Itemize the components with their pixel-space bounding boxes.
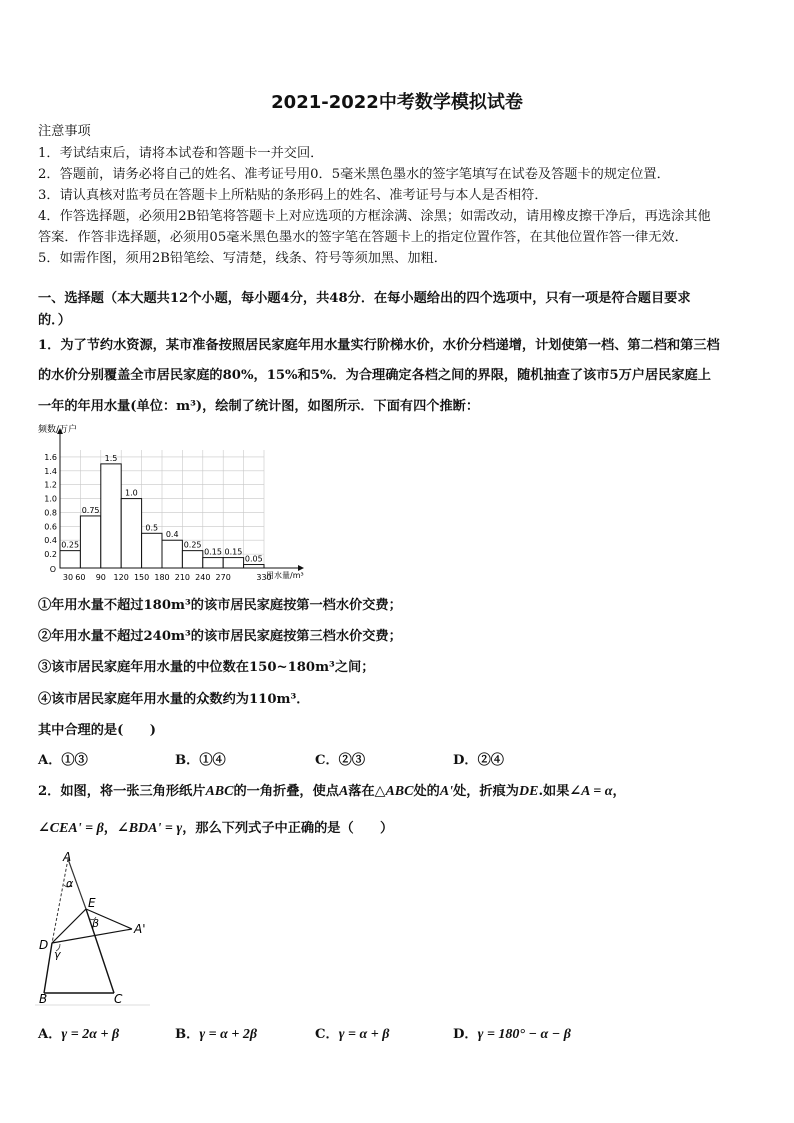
bar-value-label: 0.25	[183, 540, 202, 550]
y-tick-label: 0.6	[44, 522, 57, 532]
x-tick-label: 240	[195, 573, 211, 582]
x-tick-label: 210	[174, 573, 191, 582]
q2-option-c[interactable]	[315, 1023, 389, 1043]
notice-item-2: 2．答题前，请务必将自己的姓名、准考证号用0．5毫米黑色墨水的签字笔填写在试卷及答题卡的规定位置．	[38, 167, 670, 182]
histogram-chart	[36, 420, 326, 590]
q2-option-d[interactable]	[453, 1023, 571, 1043]
q1-stem-line-3: 一年的年用水量(单位：m³)，绘制了统计图，如图所示．下面有四个推断：	[38, 399, 480, 414]
q2-math: ∠A = α	[569, 784, 613, 799]
q1-statement-1: ①年用水量不超过180m³的该市居民家庭按第一档水价交费；	[38, 598, 402, 613]
x-tick-label: 180	[154, 573, 170, 582]
y-tick-label: 0.2	[44, 550, 57, 560]
q2-stem-line-2	[38, 817, 393, 837]
bar-value-label: 1.5	[104, 453, 118, 463]
bar	[182, 551, 202, 568]
q2-text: 处，折痕为	[453, 784, 519, 799]
page-title: 2021-2022中考数学模拟试卷	[271, 92, 523, 113]
q1-statement-3: ③该市居民家庭年用水量的中位数在150~180m³之间；	[38, 660, 375, 675]
edge-ec	[86, 909, 114, 993]
q2-math: △ABC	[374, 784, 414, 799]
label-beta: β	[92, 917, 100, 930]
y-tick-label: 1.0	[44, 494, 57, 504]
origin-label: O	[49, 565, 56, 574]
bar-value-label: 0.75	[81, 505, 100, 515]
q2-option-letter: B．	[175, 1027, 200, 1042]
q2-math: ∠CEA' = β	[38, 821, 104, 836]
bar	[244, 565, 264, 568]
y-tick-label: 1.2	[44, 480, 57, 490]
bar-value-label: 1.0	[125, 488, 138, 498]
y-tick-label: 1.6	[44, 452, 57, 462]
edge-ad-dashed	[52, 859, 68, 943]
q2-stem-line-1	[38, 780, 626, 800]
q2-math: ABC	[205, 784, 234, 799]
q1-option-d[interactable]: D．②④	[453, 753, 504, 768]
label-alpha: α	[66, 877, 74, 890]
bar	[80, 516, 100, 568]
q2-text: 2．如图，将一张三角形纸片	[38, 784, 206, 799]
q2-option-letter: D．	[453, 1027, 478, 1042]
q2-text: 的一角折叠，使点	[233, 784, 339, 799]
q1-option-c[interactable]: C．②③	[315, 753, 366, 768]
q2-math: DE	[519, 784, 539, 799]
notice-item-1: 1．考试结束后，请将本试卷和答题卡一并交回．	[38, 146, 324, 161]
bar	[121, 499, 141, 568]
triangle-fold-figure	[30, 845, 160, 1010]
bar	[162, 540, 182, 568]
q2-math: ∠BDA' = γ	[116, 821, 183, 836]
q2-option-expr: γ = α + 2β	[199, 1027, 258, 1042]
q2-text: 落在	[348, 784, 375, 799]
bar	[101, 464, 121, 568]
q2-text: ，	[612, 784, 626, 799]
q2-option-expr: γ = 180° − α − β	[477, 1027, 571, 1042]
bar-value-label: 0.15	[224, 547, 243, 557]
q1-statement-2: ②年用水量不超过240m³的该市居民家庭按第三档水价交费；	[38, 629, 402, 644]
q2-option-letter: A．	[38, 1027, 62, 1042]
x-tick-label: 120	[113, 573, 129, 582]
q1-option-a[interactable]: A．①③	[38, 753, 88, 768]
q2-option-expr: γ = 2α + β	[61, 1027, 120, 1042]
q2-option-expr: γ = α + β	[338, 1027, 390, 1042]
section-heading-cont: 的．）	[38, 313, 71, 328]
notice-item-4-cont: 答案．作答非选择题，必须用05毫米黑色墨水的签字笔在答题卡上的指定位置作答，在其他位置作答一律无效．	[38, 230, 688, 245]
q2-text: 处的	[413, 784, 440, 799]
label-b: B	[39, 992, 48, 1006]
q1-prompt: 其中合理的是( )	[38, 723, 156, 738]
label-e: E	[88, 896, 96, 910]
bar	[203, 558, 223, 568]
y-tick-label: 0.8	[44, 508, 57, 518]
notice-item-3: 3．请认真核对监考员在答题卡上所粘贴的条形码上的姓名、准考证号与本人是否相符．	[38, 188, 548, 203]
notice-heading: 注意事项	[38, 124, 91, 139]
q2-option-a[interactable]	[38, 1023, 119, 1043]
x-tick-label: 60	[75, 573, 86, 582]
label-gamma: γ	[54, 948, 61, 961]
bar-value-label: 0.25	[61, 540, 80, 550]
q1-statement-4: ④该市居民家庭年用水量的众数约为110m³．	[38, 692, 310, 707]
bar	[60, 551, 80, 568]
q1-option-b[interactable]: B．①④	[175, 753, 226, 768]
x-tick-label: 30	[62, 573, 74, 582]
label-a: A	[63, 850, 72, 864]
bar-value-label: 0.15	[204, 547, 222, 557]
q1-stem-line-1: 1．为了节约水资源，某市准备按照居民家庭年用水量实行阶梯水价，水价分档递增，计划使第一档、第二档和第三档	[38, 338, 720, 353]
q2-text: .如果	[538, 784, 570, 799]
label-c: C	[114, 992, 123, 1006]
bar-value-label: 0.5	[145, 523, 159, 533]
bar	[223, 558, 243, 568]
y-tick-label: 1.4	[44, 466, 57, 476]
x-tick-label: 270	[215, 573, 231, 582]
bar-value-label: 0.4	[165, 530, 179, 540]
q1-stem-line-2: 的水价分别覆盖全市居民家庭的80%，15%和5%．为合理确定各档之间的界限，随机抽查了该市5万户居民家庭上	[38, 368, 711, 383]
q2-math: A	[338, 784, 349, 799]
x-tick-label: 330	[256, 573, 272, 582]
x-tick-label: 150	[133, 573, 150, 582]
label-d: D	[39, 938, 49, 952]
q2-text: ，那么下列式子中正确的是（ ）	[182, 821, 394, 836]
notice-item-4: 4．作答选择题，必须用2B铅笔将答题卡上对应选项的方框涂满、涂黑；如需改动，请用橡皮擦干净后，再选涂其他	[38, 209, 711, 224]
y-tick-label: 0.4	[44, 536, 57, 546]
q2-option-letter: C．	[315, 1027, 339, 1042]
notice-item-5: 5．如需作图，须用2B铅笔绘、写清楚，线条、符号等须加黑、加粗．	[38, 251, 447, 266]
bar	[142, 533, 162, 568]
bar-value-label: 0.05	[244, 554, 263, 564]
y-axis-title: 频数/万户	[38, 425, 78, 435]
q2-option-b[interactable]	[175, 1023, 257, 1043]
x-tick-label: 90	[95, 573, 106, 582]
q2-math: A'	[439, 784, 454, 799]
label-a-prime: A'	[134, 922, 146, 936]
q2-text: ，	[103, 821, 117, 836]
x-axis-title: 用水量/m³	[266, 571, 304, 580]
section-heading: 一、选择题（本大题共12个小题，每小题4分，共48分．在每小题给出的四个选项中，只有一项是符合题目要求	[38, 291, 691, 306]
